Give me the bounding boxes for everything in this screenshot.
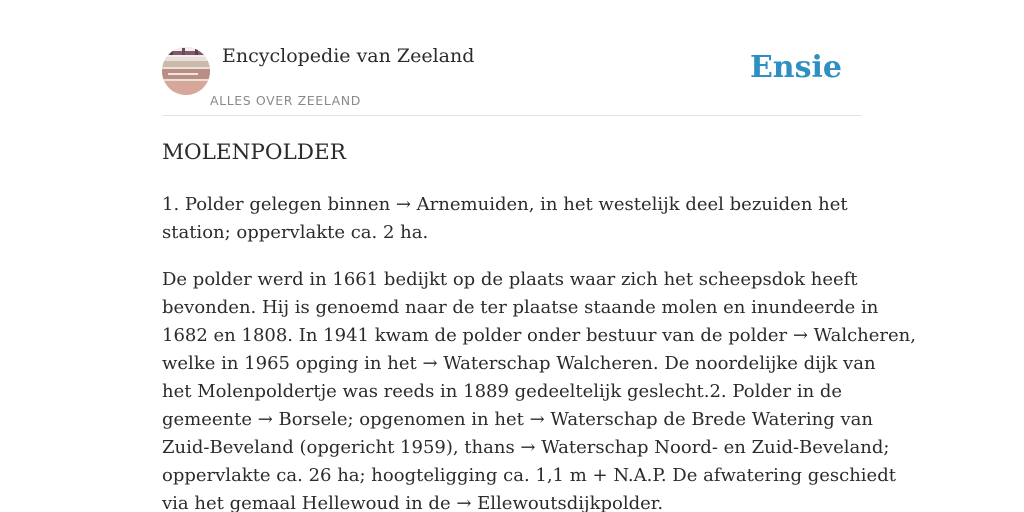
entry-paragraph-2	[162, 266, 916, 512]
brand-logo[interactable]: Ensie	[749, 50, 842, 85]
entry-paragraph-1	[162, 191, 862, 247]
site-title[interactable]: Encyclopedie van Zeeland	[222, 45, 475, 67]
text-line: bevonden. Hij is genoemd naar de ter plaatse staande molen en inundeerde in	[162, 297, 879, 318]
avatar-image	[162, 47, 210, 95]
text-line: gemeente → Borsele; opgenomen in het → Waterschap de Brede Watering van	[162, 409, 873, 430]
entry-title: MOLENPOLDER	[162, 140, 346, 165]
text-line: De polder werd in 1661 bedijkt op de plaats waar zich het scheepsdok heeft	[162, 269, 858, 290]
text-line: het Molenpoldertje was reeds in 1889 gedeeltelijk geslecht.2. Polder in de	[162, 381, 843, 402]
text-line: 1. Polder gelegen binnen → Arnemuiden, in het westelijk deel bezuiden het	[162, 194, 848, 215]
text-line: welke in 1965 opging in het → Waterschap Walcheren. De noordelijke dijk van	[162, 353, 876, 374]
text-line: station; oppervlakte ca. 2 ha.	[162, 222, 429, 243]
text-line: Zuid-Beveland (opgericht 1959), thans → Waterschap Noord- en Zuid-Beveland;	[162, 437, 890, 458]
content-container	[162, 0, 916, 512]
text-line: oppervlakte ca. 26 ha; hoogteligging ca. 1,1 m + N.A.P. De afwatering geschiedt	[162, 465, 896, 486]
text-line: 1682 en 1808. In 1941 kwam de polder onder bestuur van de polder → Walcheren,	[162, 325, 916, 346]
avatar[interactable]	[162, 47, 210, 95]
entry-body	[162, 191, 916, 512]
site-subtitle: ALLES OVER ZEELAND	[210, 93, 361, 108]
site-header	[162, 0, 862, 116]
text-line: via het gemaal Hellewoud in de → Ellewoutsdijkpolder.	[162, 493, 664, 512]
